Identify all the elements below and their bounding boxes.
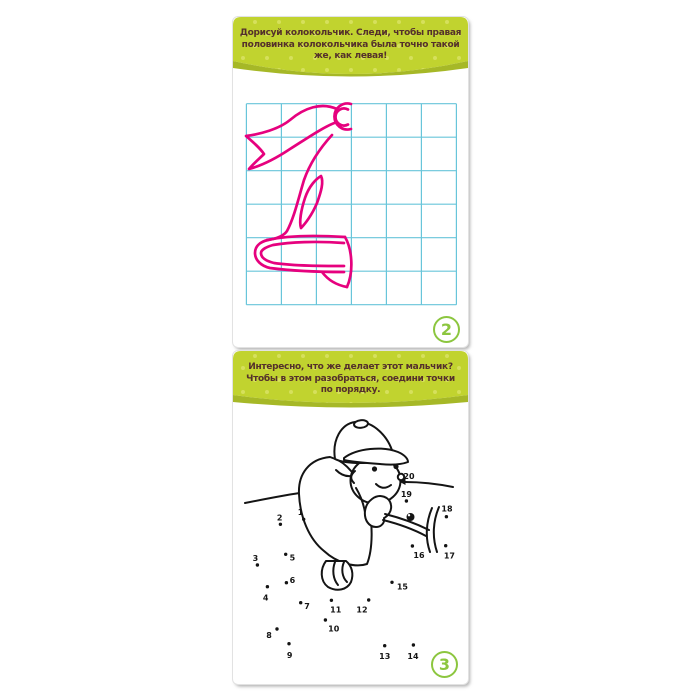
page-number-badge xyxy=(431,651,458,678)
dot-11 xyxy=(330,599,333,602)
dot-5 xyxy=(284,553,287,556)
dot-13 xyxy=(383,644,386,647)
dot-label-1: 1 xyxy=(297,508,304,517)
dot-label-14: 14 xyxy=(407,652,419,661)
cap-button xyxy=(354,419,369,428)
bell-rim-end xyxy=(345,237,351,287)
dot-14 xyxy=(412,643,415,646)
page-number: 3 xyxy=(438,655,451,674)
bell-half-drawing xyxy=(246,104,351,288)
instruction-line: Чтобы в этом разобраться, соедини точки xyxy=(246,373,455,384)
dot-9 xyxy=(287,642,290,645)
dot-1 xyxy=(302,518,305,521)
dot-label-15: 15 xyxy=(396,582,408,592)
activity-page-bell xyxy=(233,17,468,347)
boy-dot-art xyxy=(233,351,468,684)
ground-line-right xyxy=(405,482,453,487)
ground-line-left xyxy=(245,492,306,503)
dot-19 xyxy=(405,499,408,502)
dot-label-2: 2 xyxy=(276,513,283,523)
page-number: 2 xyxy=(440,320,453,339)
dot-label-4: 4 xyxy=(262,593,269,603)
bell-grid-art xyxy=(233,17,468,347)
boy-line-drawing xyxy=(245,419,453,589)
dot-label-17: 17 xyxy=(443,551,455,561)
boy-eye xyxy=(393,464,398,469)
dot-2 xyxy=(279,523,282,526)
handle-knob xyxy=(407,513,415,521)
dot-label-16: 16 xyxy=(413,551,425,560)
dot-10 xyxy=(324,618,327,621)
dot-label-7: 7 xyxy=(304,602,310,611)
dot-7 xyxy=(299,601,302,604)
dot-label-11: 11 xyxy=(330,605,342,615)
handle-knob-highlight xyxy=(408,514,410,516)
bell-bottom-lip xyxy=(322,272,347,287)
dot-8 xyxy=(275,627,278,630)
dot-label-19: 19 xyxy=(400,490,412,499)
instruction-line: по порядку. xyxy=(320,385,381,396)
dot-4 xyxy=(266,585,269,588)
instruction-line: Интересно, что же делает этот мальчик? xyxy=(248,362,453,372)
dot-15 xyxy=(390,581,393,584)
dot-6 xyxy=(285,581,288,584)
dot-label-8: 8 xyxy=(266,631,272,640)
dot-label-3: 3 xyxy=(252,554,259,563)
shovel-blade xyxy=(434,507,439,552)
dot-17 xyxy=(444,544,447,547)
dot-label-20: 20 xyxy=(403,472,415,481)
dot-label-12: 12 xyxy=(356,605,368,615)
bell-rim-inner xyxy=(261,242,344,266)
instruction-line: половинка колокольчика была точно такой xyxy=(241,39,460,50)
instruction-line: же, как левая! xyxy=(313,51,388,62)
dot-3 xyxy=(256,563,259,566)
dot-label-6: 6 xyxy=(289,576,296,585)
dot-label-18: 18 xyxy=(441,504,453,514)
dot-16 xyxy=(411,544,414,547)
dot-label-13: 13 xyxy=(379,652,391,661)
instruction-line: Дорисуй колокольчик. Следи, чтобы правая xyxy=(239,28,462,38)
dot-12 xyxy=(367,598,370,601)
dot-label-10: 10 xyxy=(328,624,340,634)
dot-label-9: 9 xyxy=(286,651,293,660)
dot-18 xyxy=(445,515,448,518)
shovel-handle xyxy=(383,520,426,536)
boy-eye xyxy=(372,466,377,471)
dot-label-5: 5 xyxy=(289,553,296,563)
activity-page-dots xyxy=(233,351,468,684)
boy-mitten xyxy=(365,496,391,527)
page-number-badge xyxy=(433,316,460,343)
